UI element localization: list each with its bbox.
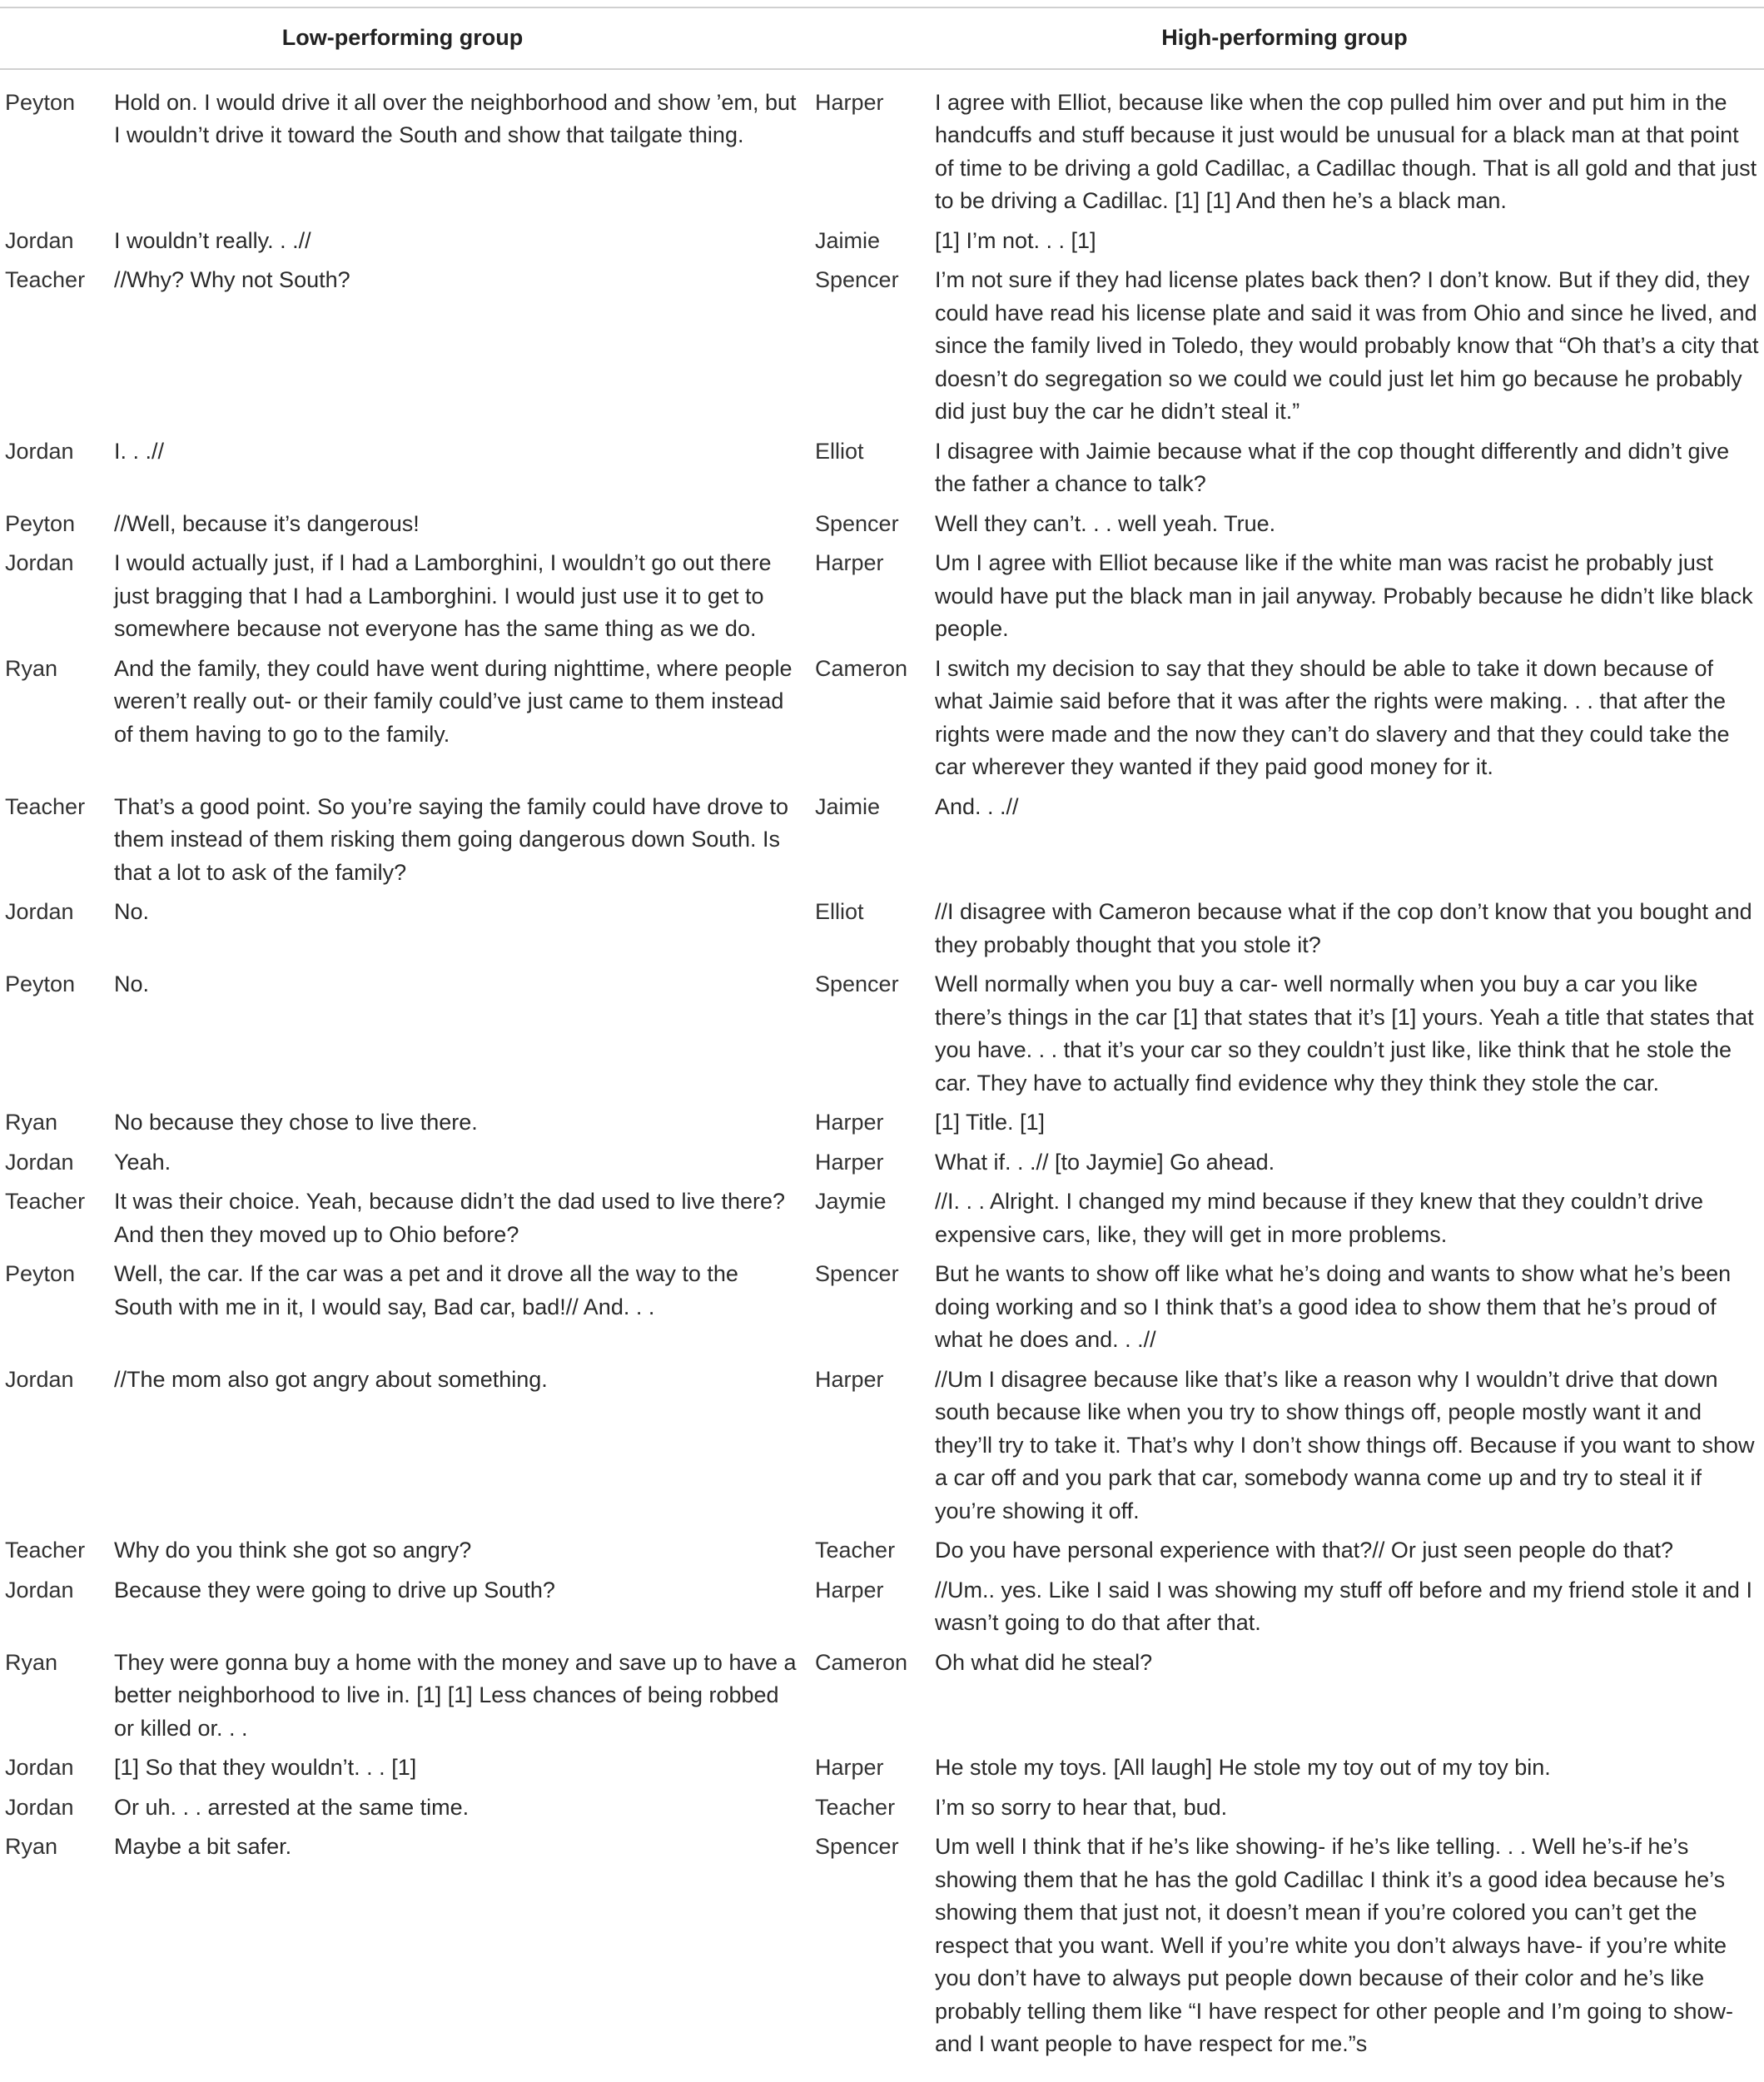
- table-header: [0, 7, 1764, 69]
- high-utterance: What if. . .// [to Jaymie] Go ahead.: [935, 1149, 1275, 1175]
- high-utterance: But he wants to show off like what he’s doing and wants to show what he’s been doing working and so I think that’s a good idea to show them that he’s proud of what he does and. . .//: [935, 1261, 1732, 1352]
- low-utterance: No.: [114, 971, 150, 996]
- high-speaker: Cameron: [815, 1649, 908, 1675]
- low-speaker: Teacher: [5, 267, 86, 292]
- high-speaker: Spencer: [815, 267, 899, 292]
- high-speaker: Harper: [815, 89, 884, 115]
- high-speaker: Harper: [815, 1577, 884, 1602]
- low-utterance: //Why? Why not South?: [114, 267, 350, 292]
- table-row: [0, 1643, 1764, 1749]
- low-speaker: Jordan: [5, 1577, 74, 1602]
- table-row: [0, 544, 1764, 649]
- low-speaker: Jordan: [5, 438, 74, 464]
- low-speaker: Peyton: [5, 89, 76, 115]
- low-speaker: Peyton: [5, 1261, 76, 1286]
- high-utterance: Do you have personal experience with that?// Or just seen people do that?: [935, 1538, 1674, 1563]
- high-utterance: Well they can’t. . . well yeah. True.: [935, 510, 1276, 536]
- low-utterance: No because they chose to live there.: [114, 1110, 478, 1135]
- high-speaker: Jaimie: [815, 793, 881, 819]
- high-utterance: He stole my toys. [All laugh] He stole my toy out of my toy bin.: [935, 1755, 1551, 1780]
- low-speaker: Jordan: [5, 550, 74, 575]
- high-speaker: Cameron: [815, 655, 908, 681]
- low-utterance: //Well, because it’s dangerous!: [114, 510, 420, 536]
- high-utterance: //Um.. yes. Like I said I was showing my stuff off before and my friend stole it and I wasn’t going to do that after that.: [935, 1577, 1752, 1635]
- high-utterance: I’m not sure if they had license plates back then? I don’t know. But if they did, they could have read his license plate and said it was from Ohio and since he lived, and since the family lived in Toledo, they would probably know that “Oh that’s a city that doesn’t do segregation so we could we could just let him go because he probably did just buy the car he didn’t steal it.”: [935, 267, 1759, 424]
- low-utterance: They were gonna buy a home with the money and save up to have a better neighborhood to live in. [1] [1] Less chances of being robbed or killed or. . .: [114, 1649, 797, 1741]
- high-speaker: Harper: [815, 1755, 884, 1780]
- high-utterance: I switch my decision to say that they should be able to take it down because of what Jaimie said before that it was after the rights were making. . . that after the rights were made and the now they can’t do slavery and that they could take the car wherever they wanted if they paid good money for it.: [935, 655, 1730, 779]
- low-speaker: Jordan: [5, 227, 74, 253]
- low-utterance: No.: [114, 899, 150, 924]
- table-row: [0, 69, 1764, 221]
- high-utterance: Oh what did he steal?: [935, 1649, 1153, 1675]
- low-speaker: Peyton: [5, 971, 76, 996]
- table-row: [0, 1531, 1764, 1571]
- table-row: [0, 892, 1764, 965]
- low-utterance: I wouldn’t really. . .//: [114, 227, 311, 253]
- table-row: [0, 1748, 1764, 1788]
- low-utterance: And the family, they could have went during nighttime, where people weren’t really out- or their family could’ve just came to them instead of them having to go to the family.: [114, 655, 793, 747]
- table-row: [0, 965, 1764, 1103]
- low-utterance: I. . .//: [114, 438, 165, 464]
- high-utterance: //I disagree with Cameron because what if the cop don’t know that you bought and they probably thought that you stole it?: [935, 899, 1752, 957]
- low-speaker: Ryan: [5, 655, 58, 681]
- table-row: [0, 221, 1764, 261]
- table-row: [0, 1143, 1764, 1183]
- table-row: [0, 788, 1764, 893]
- low-utterance: That’s a good point. So you’re saying the family could have drove to them instead of them risking them going dangerous down South. Is that a lot to ask of the family?: [114, 793, 788, 885]
- high-speaker: Elliot: [815, 899, 864, 924]
- low-speaker: Jordan: [5, 1149, 74, 1175]
- high-speaker: Harper: [815, 1149, 884, 1175]
- high-speaker: Spencer: [815, 971, 899, 996]
- high-utterance: I agree with Elliot, because like when the cop pulled him over and put him in the handcuffs and stuff because it just would be unusual for a black man at that point of time to be driving a gold Cadillac, a Cadillac though. That is all gold and that just to be driving a Cadillac. [1] [1] And then he’s a black man.: [935, 89, 1757, 213]
- table-row: [0, 1103, 1764, 1143]
- low-speaker: Ryan: [5, 1110, 58, 1135]
- low-utterance: Yeah.: [114, 1149, 171, 1175]
- table-row: [0, 1360, 1764, 1532]
- table-row: [0, 1788, 1764, 1828]
- high-utterance: Um I agree with Elliot because like if the white man was racist he probably just would have put the black man in jail anyway. Probably because he didn’t like black people.: [935, 550, 1753, 641]
- high-utterance: //Um I disagree because like that’s like a reason why I wouldn’t drive that down south because like when you try to show things off, people mostly want it and they’ll try to take it. That’s why I don’t show things off. Because if you want to show a car off and you park that car, somebody wanna come up and try to steal it if you’re showing it off.: [935, 1366, 1755, 1523]
- low-utterance: Well, the car. If the car was a pet and it drove all the way to the South with me in it, I would say, Bad car, bad!// And. . .: [114, 1261, 738, 1319]
- low-utterance: Or uh. . . arrested at the same time.: [114, 1794, 470, 1820]
- high-utterance: I disagree with Jaimie because what if the cop thought differently and didn’t give the father a chance to talk?: [935, 438, 1730, 496]
- high-speaker: Jaimie: [815, 227, 881, 253]
- table-row: [0, 649, 1764, 788]
- high-speaker: Spencer: [815, 510, 899, 536]
- high-utterance: //I. . . Alright. I changed my mind because if they knew that they couldn’t drive expensive cars, like, they will get in more problems.: [935, 1189, 1703, 1247]
- table-row: [0, 1827, 1764, 2065]
- high-speaker: Teacher: [815, 1538, 896, 1563]
- high-utterance: [1] Title. [1]: [935, 1110, 1046, 1135]
- table-row: [0, 1182, 1764, 1255]
- low-speaker: Teacher: [5, 1189, 86, 1214]
- high-speaker: Spencer: [815, 1834, 899, 1859]
- low-utterance: Maybe a bit safer.: [114, 1834, 292, 1859]
- table-row: [0, 1571, 1764, 1643]
- high-speaker: Jaymie: [815, 1189, 887, 1214]
- low-speaker: Peyton: [5, 510, 76, 536]
- high-group-header: High-performing group: [805, 7, 1764, 69]
- low-utterance: I would actually just, if I had a Lamborghini, I wouldn’t go out there just bragging that I had a Lamborghini. I would just use it to get to somewhere because not everyone has the same thing as we do.: [114, 550, 772, 641]
- low-utterance: Hold on. I would drive it all over the neighborhood and show ’em, but I wouldn’t drive it toward the South and show that tailgate thing.: [114, 89, 797, 147]
- table-row: [0, 504, 1764, 544]
- low-speaker: Jordan: [5, 899, 74, 924]
- low-speaker: Jordan: [5, 1755, 74, 1780]
- table-row: [0, 1255, 1764, 1360]
- high-speaker: Elliot: [815, 438, 864, 464]
- high-speaker: Harper: [815, 550, 884, 575]
- high-utterance: Well normally when you buy a car- well normally when you buy a car you like there’s things in the car [1] that states that it’s [1] yours. Yeah a title that states that you have. . . that it’s your car so they couldn’t just like, like think that he stole the car. They have to actually find evidence why they think they stole the car.: [935, 971, 1754, 1096]
- high-speaker: Harper: [815, 1110, 884, 1135]
- low-speaker: Jordan: [5, 1794, 74, 1820]
- table-body: [0, 69, 1764, 2065]
- low-utterance: Why do you think she got so angry?: [114, 1538, 472, 1563]
- low-group-header: Low-performing group: [0, 7, 805, 69]
- low-speaker: Jordan: [5, 1366, 74, 1392]
- transcript-table: [0, 7, 1764, 2065]
- high-utterance: Um well I think that if he’s like showing- if he’s like telling. . . Well he’s-if he’s showing them that he has the gold Cadillac I think it’s a good idea because he’s showing them that just not, it doesn’t mean if you’re colored you can’t get the respect that you want. Well if you’re white you don’t always have- if you’re white you don’t have to always put people down because of their color and he’s like probably telling them like “I have respect for other people and I’m going to show- and I want people to have respect for me.”s: [935, 1834, 1734, 2056]
- high-speaker: Spencer: [815, 1261, 899, 1286]
- low-utterance: [1] So that they wouldn’t. . . [1]: [114, 1755, 417, 1780]
- high-utterance: [1] I’m not. . . [1]: [935, 227, 1096, 253]
- low-utterance: Because they were going to drive up South?: [114, 1577, 555, 1602]
- low-utterance: //The mom also got angry about something.: [114, 1366, 548, 1392]
- table-row: [0, 261, 1764, 432]
- low-speaker: Teacher: [5, 1538, 86, 1563]
- low-speaker: Ryan: [5, 1834, 58, 1859]
- table-row: [0, 432, 1764, 504]
- low-speaker: Ryan: [5, 1649, 58, 1675]
- high-speaker: Teacher: [815, 1794, 896, 1820]
- high-utterance: I’m so sorry to hear that, bud.: [935, 1794, 1228, 1820]
- high-utterance: And. . .//: [935, 793, 1019, 819]
- low-utterance: It was their choice. Yeah, because didn’t the dad used to live there? And then they moved up to Ohio before?: [114, 1189, 786, 1247]
- low-speaker: Teacher: [5, 793, 86, 819]
- high-speaker: Harper: [815, 1366, 884, 1392]
